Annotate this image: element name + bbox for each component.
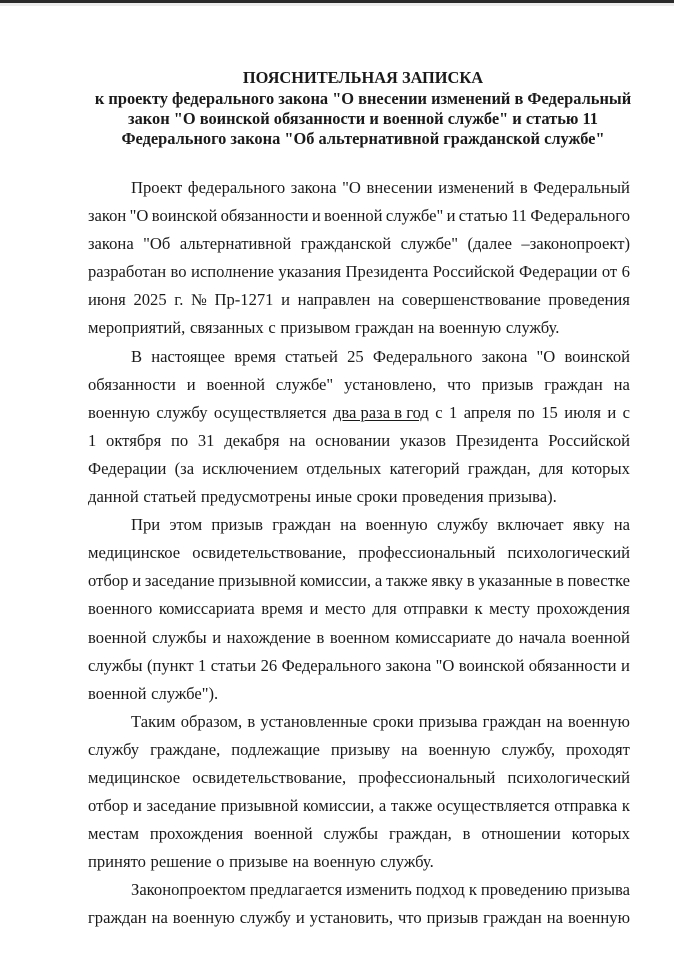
word: установленные: [260, 711, 368, 731]
text-line: [88, 792, 630, 820]
word: отдельных: [306, 458, 382, 478]
word: граждан,: [388, 824, 452, 844]
word: категорий: [389, 458, 460, 478]
word: о: [216, 852, 225, 872]
word: отбор: [88, 571, 129, 591]
word: граждан: [88, 908, 147, 928]
word: освидетельствование,: [192, 767, 347, 787]
word: Федерального: [372, 346, 473, 366]
word: федерального: [187, 178, 286, 197]
word: призывной: [220, 796, 299, 816]
word: установить,: [309, 908, 393, 928]
word: статьей: [285, 346, 338, 366]
word: Президента: [455, 430, 539, 450]
word: явку: [572, 515, 605, 535]
word: в: [247, 711, 256, 731]
word: (за: [174, 458, 195, 478]
word: заседание: [144, 571, 215, 591]
word: время: [261, 599, 303, 619]
document-body: [88, 174, 630, 933]
word: профессиональный: [358, 543, 496, 563]
word: к: [621, 796, 630, 816]
word: гражданской: [300, 234, 392, 254]
word: указанные: [478, 571, 553, 591]
word: военную: [428, 739, 491, 759]
word: комиссии,: [303, 796, 375, 816]
word: воинской: [564, 346, 630, 366]
word: В: [131, 346, 143, 366]
text-line: [88, 848, 630, 876]
paragraph-4: [88, 708, 630, 877]
word: службу.: [380, 852, 434, 872]
word: с: [435, 402, 443, 422]
window-top-edge-shadow: [0, 3, 674, 6]
word: заседание: [146, 796, 217, 816]
word: подлежащие: [231, 739, 320, 759]
word: воинской: [151, 206, 218, 226]
word: данной: [88, 487, 139, 507]
word: с: [622, 402, 630, 422]
word: военную: [567, 711, 630, 731]
word: При: [131, 515, 161, 535]
word: 6: [621, 262, 630, 282]
word: настоящее: [151, 346, 226, 366]
word: обязанности: [220, 206, 309, 226]
subtitle-line: Федерального закона "Об альтернативной гражданской службе": [121, 129, 605, 148]
document-title: ПОЯСНИТЕЛЬНАЯ ЗАПИСКА: [242, 68, 484, 87]
word: иные: [315, 487, 352, 507]
word: на: [151, 908, 168, 928]
paragraph-2: [88, 343, 630, 512]
text-line: [88, 624, 630, 652]
word: изменений: [438, 178, 515, 197]
word: месту: [489, 599, 531, 619]
word: предлагается: [249, 880, 343, 900]
word: на: [292, 852, 309, 872]
text-line: [88, 567, 630, 595]
word: Таким: [131, 711, 176, 731]
word: установлено,: [344, 374, 437, 394]
word: и: [132, 571, 142, 591]
word: службы: [323, 824, 379, 844]
word: "О: [129, 206, 149, 226]
word: военную: [365, 515, 428, 535]
word: 25: [347, 346, 364, 366]
word: внесении: [366, 178, 433, 197]
word: г.: [174, 290, 184, 310]
word: апреля: [463, 402, 512, 422]
word: Федерации: [519, 262, 598, 282]
word: граждан: [354, 318, 414, 338]
word: отношении: [481, 824, 561, 844]
word: прохождения: [149, 824, 244, 844]
word: от: [601, 262, 618, 282]
text-line: [88, 230, 630, 258]
word: и: [295, 908, 305, 928]
word: службу.: [505, 318, 560, 338]
word: образом,: [180, 711, 243, 731]
word: июля: [564, 402, 601, 422]
word: Федерального: [281, 655, 382, 675]
word: альтернативной: [179, 234, 292, 254]
word: и: [186, 374, 196, 394]
word: связанных: [189, 318, 264, 338]
word: (пункт: [146, 655, 194, 675]
text-line: [88, 455, 630, 483]
word: основании: [315, 430, 391, 450]
word: психологический: [507, 543, 630, 563]
word: с: [268, 318, 276, 338]
word: разработан: [88, 262, 167, 282]
word: граждане,: [150, 739, 221, 759]
word: октября: [106, 430, 162, 450]
word: по: [170, 430, 189, 450]
word: в: [462, 824, 471, 844]
word: освидетельствование,: [192, 543, 347, 563]
word: статью: [458, 206, 508, 226]
word: комиссии,: [299, 571, 372, 591]
word: декабря: [224, 430, 280, 450]
word: обязанности: [528, 655, 617, 675]
word: и: [620, 655, 630, 675]
word: в: [556, 571, 564, 591]
word: подход: [415, 880, 465, 900]
word: 2025: [133, 290, 167, 310]
text-line: [88, 876, 630, 904]
word: направлен: [297, 290, 371, 310]
word: на: [546, 908, 563, 928]
text-line: [88, 904, 630, 932]
subtitle-line: закон "О воинской обязанности и военной службе" и статью 11: [128, 109, 598, 128]
word: "О: [342, 178, 361, 197]
text-line: [88, 202, 630, 230]
word: службе").: [151, 683, 219, 703]
word: и: [446, 206, 456, 226]
word: призыв: [481, 374, 534, 394]
word: призыву: [330, 739, 391, 759]
word: 26: [260, 655, 278, 675]
word: граждан,: [467, 458, 531, 478]
word: службу: [88, 739, 140, 759]
word: также: [386, 571, 428, 591]
word: призыв: [211, 515, 263, 535]
word: в: [316, 627, 325, 647]
word: нахождение: [226, 627, 311, 647]
word: военную: [439, 318, 502, 338]
word: мероприятий,: [88, 318, 186, 338]
word: повестке: [567, 571, 630, 591]
text-line: [88, 595, 630, 623]
word: и: [281, 290, 291, 310]
word: призыве: [229, 852, 288, 872]
word: граждан: [272, 515, 331, 535]
paragraph-3: [88, 511, 630, 708]
word: комиссариате: [395, 627, 491, 647]
word: призыва).: [488, 487, 557, 507]
word: а: [374, 571, 383, 591]
word: службы: [88, 655, 143, 675]
word: время: [234, 346, 276, 366]
text-line: [88, 820, 630, 848]
word: воинской: [458, 655, 525, 675]
word: Российской: [432, 262, 515, 282]
word: предусмотрены: [200, 487, 312, 507]
word: явку: [431, 571, 463, 591]
word: военную: [88, 402, 151, 422]
word: этом: [169, 515, 203, 535]
word: на: [418, 318, 435, 338]
word: что: [397, 908, 422, 928]
word: на: [378, 290, 395, 310]
word: по: [517, 402, 535, 422]
word: закон: [88, 206, 127, 226]
word: граждан: [482, 711, 542, 731]
word: закона: [290, 178, 337, 197]
text-line: [88, 343, 630, 371]
word: изменить: [346, 880, 412, 900]
word: №: [191, 290, 207, 310]
word: на: [401, 739, 418, 759]
word: "О: [435, 655, 455, 675]
word: Федерального: [530, 206, 630, 226]
word: а: [378, 796, 387, 816]
word: военной: [254, 824, 313, 844]
word: медицинское: [88, 767, 181, 787]
text-line: [88, 652, 630, 680]
word: военную: [313, 852, 376, 872]
paragraph-5: [88, 876, 630, 932]
text-line: [88, 258, 630, 286]
word: на: [546, 711, 563, 731]
word: Проект: [131, 178, 183, 197]
word: "Об: [143, 234, 171, 254]
text-line: [88, 764, 630, 792]
word: обязанности: [88, 374, 176, 394]
text-line: [88, 680, 630, 708]
word: Пр-1271: [214, 290, 274, 310]
word: указания: [278, 262, 342, 282]
subtitle-line: к проекту федерального закона "О внесении изменений в Федеральный: [94, 89, 632, 108]
text-line: [88, 427, 630, 455]
word: Законопроектом: [131, 880, 246, 900]
word: и: [133, 796, 142, 816]
text-line: [88, 314, 630, 342]
text-line: [88, 286, 630, 314]
word: призывной: [218, 571, 296, 591]
text-line: [88, 539, 630, 567]
word: решение: [150, 852, 212, 872]
word: для: [538, 458, 564, 478]
word: граждан: [483, 908, 542, 928]
word: осуществляется: [213, 402, 327, 422]
word: закона: [481, 346, 528, 366]
word: закона: [385, 655, 432, 675]
word: граждан: [544, 374, 603, 394]
word: указов: [399, 430, 446, 450]
word: на: [613, 374, 630, 394]
word: к: [474, 599, 483, 619]
word: исключением: [202, 458, 298, 478]
word: призывом: [280, 318, 351, 338]
word: военного: [88, 599, 153, 619]
word: призыв: [426, 908, 479, 928]
underlined-phrase: два раза в год: [332, 402, 429, 422]
word: которых: [571, 824, 630, 844]
word: к: [468, 880, 477, 900]
word: статьей: [143, 487, 197, 507]
word: 31: [197, 430, 215, 450]
word: военную: [172, 908, 235, 928]
word: –законопроект): [521, 234, 630, 254]
word: проведения: [548, 290, 630, 310]
word: что: [447, 374, 471, 394]
document-subtitle: [80, 89, 646, 149]
word: проведению: [480, 880, 568, 900]
word: медицинское: [88, 543, 181, 563]
word: и: [607, 402, 617, 422]
text-line: [88, 736, 630, 764]
word: 1: [198, 655, 207, 675]
word: местам: [88, 824, 139, 844]
word: военном: [329, 627, 390, 647]
word: комиссариата: [158, 599, 255, 619]
word: и: [309, 599, 319, 619]
text-line: [88, 371, 630, 399]
word: и: [212, 627, 222, 647]
word: отправка: [554, 796, 618, 816]
word: проведения: [402, 487, 484, 507]
paragraph-1: [88, 174, 630, 343]
word: Президента: [345, 262, 429, 282]
text-line: [88, 399, 630, 427]
word: призыва: [418, 711, 478, 731]
word: на: [340, 515, 357, 535]
word: службы: [152, 627, 207, 647]
word: для: [372, 599, 397, 619]
word: исполнение: [191, 262, 274, 282]
word: призыва: [571, 880, 630, 900]
word: закона: [88, 234, 134, 254]
text-line: [88, 708, 630, 736]
word: в: [519, 178, 528, 197]
word: военную: [567, 908, 630, 928]
word: во: [170, 262, 187, 282]
word: Федерации: [88, 458, 167, 478]
word: отбор: [88, 796, 129, 816]
word: 1: [88, 430, 97, 450]
word: 15: [541, 402, 558, 422]
word: военной: [571, 627, 630, 647]
word: отправки: [403, 599, 468, 619]
word: июня: [88, 290, 126, 310]
word: военной: [88, 683, 147, 703]
word: сроки: [372, 711, 414, 731]
word: военной: [88, 627, 147, 647]
word: сроки: [356, 487, 398, 507]
word: также: [390, 796, 433, 816]
word: прохождения: [536, 599, 630, 619]
word: психологический: [507, 767, 630, 787]
word: включает: [497, 515, 564, 535]
word: военной: [324, 206, 383, 226]
word: совершенствование: [401, 290, 541, 310]
word: (далее: [467, 234, 512, 254]
word: службе": [400, 234, 458, 254]
word: на: [289, 430, 306, 450]
text-line: [88, 511, 630, 539]
word: и: [311, 206, 321, 226]
text-line: [88, 483, 630, 511]
word: статьи: [210, 655, 257, 675]
word: на: [613, 515, 630, 535]
word: до: [496, 627, 514, 647]
word: Федеральный: [533, 178, 630, 197]
word: проходят: [566, 739, 630, 759]
word: службе": [275, 374, 334, 394]
word: Российской: [548, 430, 630, 450]
word: службу,: [501, 739, 556, 759]
word: осуществляется: [436, 796, 550, 816]
text-line: [88, 174, 630, 202]
word: профессиональный: [358, 767, 496, 787]
word: "О: [536, 346, 556, 366]
word: 11: [511, 206, 528, 226]
word: службу: [436, 515, 489, 535]
word: в: [466, 571, 475, 591]
word: службу: [239, 908, 291, 928]
word: военной: [206, 374, 265, 394]
word: 1: [449, 402, 458, 422]
word: службу: [156, 402, 208, 422]
word: службе": [385, 206, 444, 226]
word: которых: [571, 458, 630, 478]
word: принято: [88, 852, 146, 872]
word: место: [324, 599, 366, 619]
word: начала: [518, 627, 566, 647]
